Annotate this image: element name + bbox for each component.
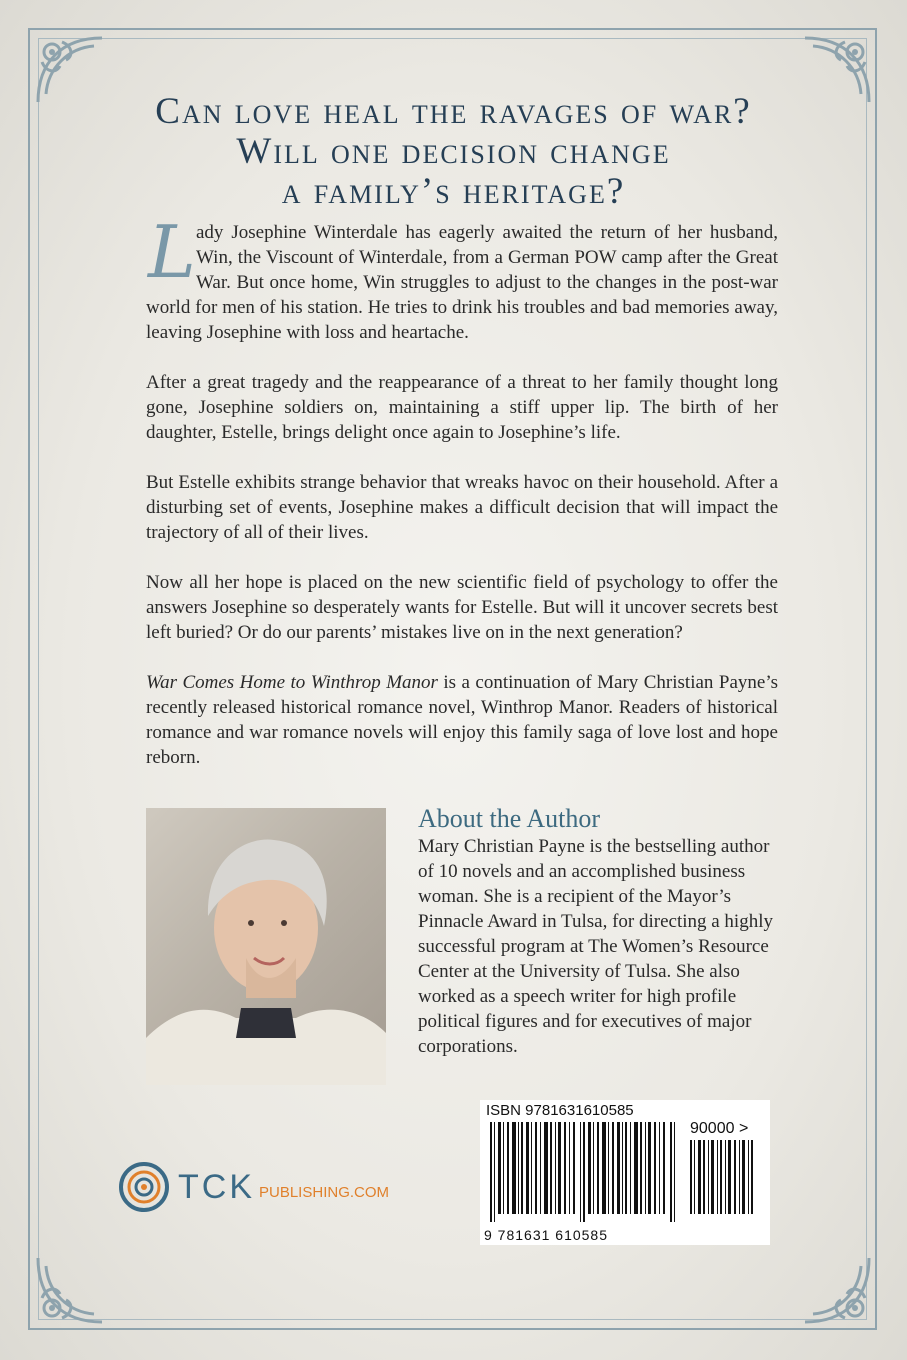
blurb-paragraph-1-text: ady Josephine Winterdale has eagerly awaited the return of her husband, Win, the Viscount of Winterdale, from a German POW camp after the Great War. But once home, Win struggles to adjust to the changes in the post-war world for men of his station. He tries to drink his troubles and bad memories away, leaving Josephine with loss and heartache. <box>146 222 778 343</box>
price-code: 90000 > <box>690 1120 749 1137</box>
author-bio: Mary Christian Payne is the bestselling author of 10 novels and an accomplished business woman. She is a recipient of the Mayor’s Pinnacle Award in Tulsa, for directing a highly successful program at The Women’s Resource Center at the University of Tulsa. She also worked as a speech writer for high profile political figures and for executives of major corporations. <box>418 836 773 1057</box>
about-author-heading: About the Author <box>418 804 600 833</box>
publisher-logo <box>118 1157 389 1217</box>
book-blurb <box>146 210 778 795</box>
barcode-bars <box>490 1122 680 1222</box>
tagline-headline <box>80 92 827 212</box>
blurb-paragraph-5-text: is a continuation of Mary Christian Payne’s recently released historical romance novel, Winthrop Manor. Readers of historical romance and war romance novels will enjoy this family saga of love lost and hope reborn. <box>146 672 778 768</box>
isbn-label: ISBN 9781631610585 <box>486 1102 634 1119</box>
tagline-line-1: Can love heal the ravages of war? <box>155 91 752 132</box>
isbn-digits: 9 781631 610585 <box>484 1227 608 1243</box>
publisher-name-sub: PUBLISHING.COM <box>259 1183 390 1201</box>
author-portrait-illustration <box>146 808 386 1085</box>
blurb-paragraph-3: But Estelle exhibits strange behavior that wreaks havoc on their household. After a disturbing set of events, Josephine makes a difficult decision that will impact the trajectory of all of their lives. <box>146 472 778 543</box>
blurb-paragraph-1 <box>146 210 778 345</box>
book-title-italic: War Comes Home to Winthrop Manor <box>146 672 438 693</box>
drop-cap: L <box>148 210 196 294</box>
price-barcode-bars <box>690 1140 760 1214</box>
blurb-paragraph-5 <box>146 670 778 770</box>
corner-ornament-icon <box>797 1250 875 1328</box>
tagline-line-2: Will one decision change <box>236 131 671 172</box>
blurb-paragraph-4: Now all her hope is placed on the new scientific field of psychology to offer the answers Josephine so desperately wants for Estelle. But will it uncover secrets best left buried? Or do our parents’ mistakes live on in the next generation? <box>146 572 778 643</box>
blurb-paragraph-2: After a great tragedy and the reappearance of a threat to her family thought long gone, Josephine soldiers on, maintaining a stiff upper lip. The birth of her daughter, Estelle, brings delight once again to Josephine’s life. <box>146 372 778 443</box>
isbn-barcode <box>480 1100 770 1245</box>
tagline-line-3: a family’s heritage? <box>281 171 626 212</box>
publisher-name-main: TCK <box>178 1167 255 1206</box>
publisher-spiral-icon <box>118 1161 170 1213</box>
corner-ornament-icon <box>32 1250 110 1328</box>
author-photo <box>146 808 386 1085</box>
